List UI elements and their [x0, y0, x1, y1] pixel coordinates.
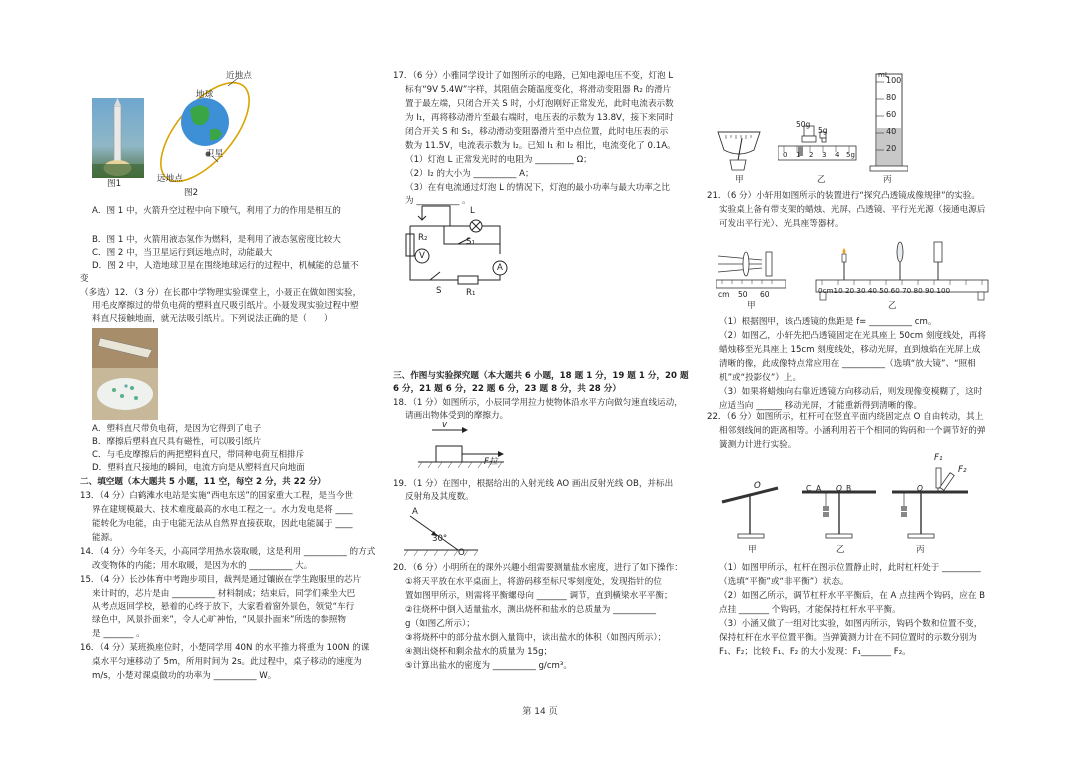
q15-line-4: 绿色中，风景扑面来”，令人心旷神怡，“风景扑面来”所选的参照物 — [92, 615, 346, 625]
lever-jia-o-label: O — [754, 481, 761, 491]
q16-line-3: m/s，小楚对课桌做功的功率为 __________ W。 — [92, 671, 277, 681]
lens-ruler-tick-50: 50 — [738, 290, 748, 299]
fig20-bing-label: 丙 — [883, 175, 892, 185]
ruler-tick: 1 — [796, 151, 801, 159]
q12-line-1: （多选）12．（3 分）在长郡中学物理实验课堂上，小聂正在做如图实验， — [80, 288, 362, 298]
q20-step-2: ②往烧杯中倒入适量盐水，测出烧杯和盐水的总质量为 __________ — [405, 605, 657, 615]
ruler-tick: 4 — [835, 151, 840, 159]
point-o-label: O — [458, 548, 465, 558]
ruler-tick: 5g — [846, 151, 855, 159]
force-f1-label: F₁ — [934, 453, 943, 463]
q16-line-1: 16．（4 分）某班换座位时，小楚同学用 40N 的水平推力将重为 100N 的课 — [80, 643, 370, 653]
fig1-caption: 图1 — [107, 179, 122, 189]
fig2-caption: 图2 — [184, 188, 199, 198]
q12-line-3: 料直尺接触地面，就无法吸引纸片。下列说法正确的是（ ） — [92, 314, 333, 324]
q22-line-1: 22．（6 分）如图所示，杠杆可在竖直平面内绕固定点 O 自由转动，其上 — [707, 412, 984, 422]
velocity-label: v — [442, 420, 448, 430]
q19-line-1: 19．（1 分）在图中，根据给出的入射光线 AO 画出反射光线 OB，并标出 — [393, 479, 674, 489]
q22-part-3: （3）小涵又做了一组对比实验，如图丙所示，钩码个数和位置不变， — [719, 619, 983, 629]
r1-label: R₁ — [466, 288, 476, 298]
q22-part-3-cont-1: 保持杠杆在水平位置平衡。当弹簧测力计在不同位置时的示数分别为 — [719, 633, 977, 643]
q12-line-2: 用毛皮摩擦过的带负电荷的塑料直尺吸引纸片。小聂发现实验过程中塑 — [92, 301, 359, 311]
q13-line-1: 13．（4 分）白鹤滩水电站是实施“西电东送”的国家重大工程，是当今世 — [80, 491, 353, 501]
q17-part-3: （3）在有电流通过灯泡 L 的情况下，灯泡的最小功率与最大功率之比 — [405, 183, 670, 193]
lever-fig-bing-label: 丙 — [916, 545, 925, 555]
q21-line-1: 21．（6 分）小轩用如图所示的装置进行“探究凸透镜成像规律”的实验。 — [707, 191, 980, 201]
ruler-tick: 0 — [783, 151, 788, 159]
q22-line-3: 簧测力计进行实验。 — [719, 440, 797, 450]
q20-step-3: ③将烧杯中的部分盐水倒入量筒中，读出盐水的体积（如图丙所示）； — [405, 633, 667, 643]
q16-line-2: 桌水平匀速移动了 5m，所用时间为 2s。此过程中，桌子移动的速度为 — [92, 657, 362, 667]
weight-5g-label: 5g — [818, 126, 828, 135]
q22-part-2-cont: 点挂 _______ 个钩码，才能保持杠杆水平平衡。 — [719, 605, 901, 615]
q22-part-1: （1）如图甲所示，杠杆在图示位置静止时，此时杠杆处于 _________ — [719, 563, 981, 573]
force-f2-label: F₂ — [958, 465, 967, 475]
q21-part-2-cont-1: 蜡烛移至光具座上 15cm 刻度线处，移动光屏，直到烛焰在光屏上成 — [719, 345, 981, 355]
bench-fig-yi-label: 乙 — [888, 301, 897, 311]
q17-line-5: 闭合开关 S 和 S₁，移动滑动变阻器滑片至中点位置，此时电压表的示 — [405, 127, 669, 137]
q17-part-2: （2）I₂ 的大小为 __________ A； — [405, 169, 534, 179]
lever-fig-jia-label: 甲 — [748, 545, 757, 555]
q12-option-a: A．塑料直尺带负电荷，是因为它得到了电子 — [92, 424, 262, 434]
fig20-yi-label: 乙 — [817, 175, 826, 185]
q17-line-3: 置于最左端，只闭合开关 S 时，小灯泡刚好正常发光，此时电流表示数 — [405, 99, 674, 109]
lens-fig-jia-label: 甲 — [747, 301, 756, 311]
rocket-photo — [92, 98, 144, 178]
q17-line-6: 数为 11.5V，电流表示数为 I₂。已知 I₁ 和 I₂ 相比，电流变化了 0.1A。 — [405, 141, 676, 151]
q17-line-1: 17．（6 分）小雅同学设计了如图所示的电路，已知电源电压不变，灯泡 L — [393, 71, 674, 81]
section3-header-1: 三、作图与实验探究题（本大题共 6 小题，18 题 1 分，19 题 1 分，20 题 — [393, 371, 689, 381]
q11-option-a: A．图 1 中，火箭升空过程中向下喷气，利用了力的作用是相互的 — [92, 206, 341, 216]
pull-force-label: F拉 — [484, 457, 498, 467]
ruler-tick: 2 — [809, 151, 814, 159]
q11-option-c: C．图 2 中，当卫星运行到远地点时，动能最大 — [92, 248, 273, 258]
q18-line-1: 18．（1 分）如图所示，小辰同学用拉力使物体沿水平方向做匀速直线运动， — [393, 398, 683, 408]
q21-part-1: （1）根据图甲，该凸透镜的焦距是 f= __________ cm。 — [719, 317, 937, 327]
q21-line-2: 实验桌上备有带支架的蜡烛、光屏、凸透镜、平行光光源（接通电源后 — [719, 205, 986, 215]
s1-label: S₁ — [466, 237, 475, 247]
q11-option-d: D．图 2 中，人造地球卫星在围绕地球运行的过程中，机械能的总量不 — [92, 261, 359, 271]
q22-part-3-cont-2: F₁、F₂；比较 F₁、F₂ 的大小发现：F₁_______ F₂。 — [719, 647, 911, 657]
focal-length-figure — [716, 246, 786, 292]
section3-header-2: 6 分，21 题 6 分，22 题 6 分，23 题 8 分，共 28 分） — [393, 384, 621, 394]
cylinder-tick: 80 — [886, 93, 897, 102]
q12-option-d: D．塑料直尺接地的瞬间，电流方向是从塑料直尺向地面 — [92, 463, 305, 473]
q15-line-3: 从考点返回学校，悬着的心终于放下，大家看着窗外景色，领觉“车行 — [92, 602, 355, 612]
cylinder-tick: 100 — [886, 76, 902, 85]
ruler-paper-photo — [92, 328, 158, 420]
ray-a-label: A — [412, 507, 418, 517]
q22-part-1-cont: （选填“平衡”或“非平衡”）状态。 — [719, 577, 849, 587]
q11-option-b: B．图 1 中，火箭用液态氢作为燃料，是利用了液态氢密度比较大 — [92, 235, 341, 245]
graduated-cylinder-figure — [868, 70, 908, 172]
q22-part-2: （2）如图乙所示，调节杠杆水平平衡后，在 A 点挂两个钩码，应在 B — [719, 591, 986, 601]
q21-part-2: （2）如图乙，小轩先把凸透镜固定在光具座上 50cm 刻度线处，再将 — [719, 331, 986, 341]
circuit-diagram — [400, 198, 510, 300]
lever-yi-o-label: O — [836, 484, 842, 493]
lever-point-c: C — [806, 484, 812, 493]
q20-step-1: ①将天平放在水平桌面上，将游码移至标尺零刻度处，发现指针的位 — [405, 577, 662, 587]
lens-ruler-tick-60: 60 — [760, 290, 770, 299]
q15-line-2: 来计时的，芯片是由 __________ 材料制成；结束后，同学们乘坐大巴 — [92, 589, 356, 599]
lever-fig-yi-label: 乙 — [836, 545, 845, 555]
earth-label: 地球 — [196, 90, 214, 100]
ruler-tick: 3 — [822, 151, 827, 159]
weight-50g-label: 50g — [796, 120, 811, 129]
q15-line-5: 是 _______ 。 — [92, 629, 145, 639]
q13-line-2: 界在建规模最大、技术难度最高的水电工程之一。水力发电是将 ____ — [92, 505, 353, 515]
q21-line-3: 可发出平行光）、光具座等器材。 — [719, 219, 844, 229]
q20-line-1: 20．（6 分）小明所在的课外兴趣小组需要测量盐水密度，进行了如下操作： — [393, 563, 683, 573]
q20-step-5: ⑤计算出盐水的密度为 __________ g/cm³。 — [405, 661, 572, 671]
q15-line-1: 15．（4 分）长沙体育中考跑步项目，裁判是通过镶嵌在学生跑服里的芯片 — [80, 575, 362, 585]
lamp-label: L — [470, 206, 475, 216]
q20-step-4: ④测出烧杯和剩余盐水的质量为 15g； — [405, 647, 553, 657]
q17-part-1: （1）灯泡 L 正常发光时的电阻为 _________ Ω； — [405, 155, 592, 165]
q11-option-d-cont: 变 — [80, 274, 89, 284]
q21-part-3: （3）如果将蜡烛向右靠近透镜方向移动后，则发现像变模糊了，这时 — [719, 387, 983, 397]
apogee-label: 远地点 — [157, 174, 183, 184]
q19-line-2: 反射角及其度数。 — [405, 492, 474, 502]
voltmeter-label: V — [419, 251, 425, 261]
q17-line-2: 标有“9V 5.4W”字样，其阻值会随温度变化，将滑动变阻器 R₂ 的滑片 — [405, 85, 672, 95]
q21-part-2-cont-3: 机”或“投影仪”）上。 — [719, 373, 802, 383]
q14-line-2: 改变物体的内能；用水取暖，是因为水的 __________ 大。 — [92, 561, 313, 571]
q13-line-4: 能源。 — [92, 533, 118, 543]
fig20-jia-label: 甲 — [735, 175, 744, 185]
section2-header: 二、填空题（本大题共 5 小题，11 空，每空 2 分，共 22 分） — [80, 477, 326, 487]
q20-step-1-cont: 置如图甲所示，则需将平衡螺母向 _______ 调节，直到横梁水平平衡； — [405, 591, 673, 601]
q13-line-3: 能转化为电能，由于电能无法从自然界直接获取，因此电能属于 ____ — [92, 519, 353, 529]
q14-line-1: 14．（4 分）今年冬天，小高同学用热水袋取暖，这是利用 __________ 的方式 — [80, 547, 376, 557]
r2-label: R₂ — [418, 233, 428, 243]
angle-label: 30° — [432, 534, 448, 544]
cylinder-tick: 20 — [886, 144, 897, 153]
q17-line-4: 为 I₁，再将移动滑片至最右端时，电压表的示数为 13.8V，接下来同时 — [405, 113, 674, 123]
lens-ruler-unit: cm — [718, 290, 730, 299]
lever-point-b: B — [846, 484, 852, 493]
q17-part-3-cont: 为 __________ 。 — [405, 196, 471, 206]
cylinder-tick: 40 — [886, 127, 897, 136]
q12-option-c: C．与毛皮摩擦后的两把塑料直尺，带同种电荷互相排斥 — [92, 450, 305, 460]
lever-bing-o-label: O — [917, 484, 923, 493]
bench-ticks: 0cm10 20 30 40 50 60 70 80 90 100 — [818, 286, 951, 295]
q18-line-2: 请画出物体受到的摩擦力。 — [405, 411, 509, 421]
satellite-label: 卫星 — [206, 149, 224, 159]
cylinder-tick: 60 — [886, 110, 897, 119]
q12-option-b: B．摩擦后塑料直尺具有磁性，可以吸引纸片 — [92, 437, 262, 447]
lever-figures — [716, 462, 986, 542]
lever-point-a: A — [816, 484, 822, 493]
page-number: 第 14 页 — [522, 707, 558, 717]
balance-pointer-figure — [716, 126, 762, 172]
q21-part-2-cont-2: 清晰的像，此成像特点常应用在 __________（选填“放大镜”、“照相 — [719, 359, 976, 369]
q20-step-2-cont: g（如图乙所示）； — [405, 619, 475, 629]
ammeter-label: A — [497, 263, 503, 273]
switch-s-label: S — [436, 286, 442, 296]
q22-line-2: 相邻刻线间的距离相等。小涵利用若干个相同的钩码和一个调节好的弹 — [719, 426, 986, 436]
cylinder-unit: mL — [878, 71, 889, 79]
q21-part-3-cont: 应适当向 ______ 移动光屏，才能重新得到清晰的像。 — [719, 401, 923, 411]
perigee-label: 近地点 — [226, 71, 252, 81]
